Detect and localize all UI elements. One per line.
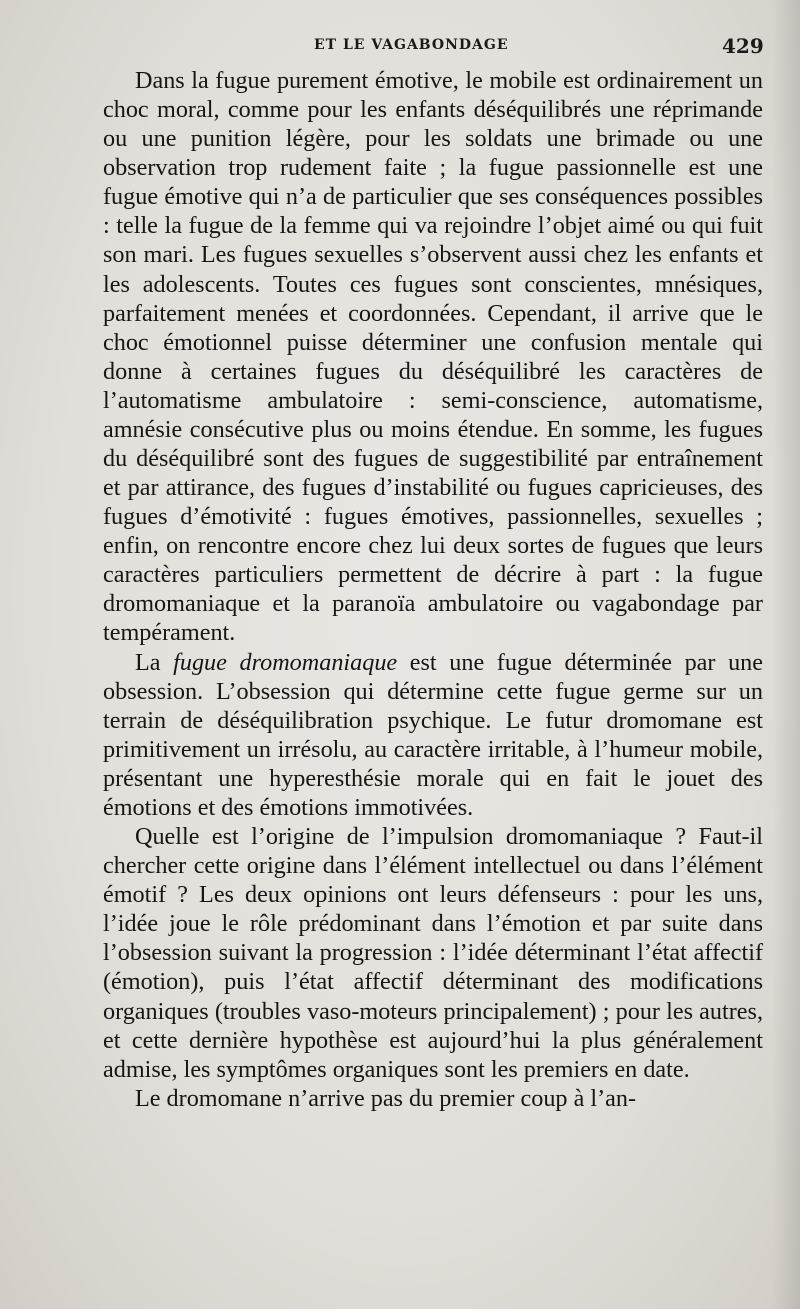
paragraph-text: Le dromomane n’arrive pas du premier coup à l’an-: [135, 1084, 637, 1112]
page-header: [0, 34, 800, 58]
page-number: 429: [722, 34, 764, 58]
paragraph-text: Quelle est l’origine de l’impulsion dromomaniaque ? Faut-il chercher cette origine dans l’élément intellectuel ou dans l’élément émotif ? Les deux opinions ont leurs défenseurs : pour les uns, l’idée joue le rôle prédominant dans l’émotion et par suite dans l’obsession suivant la progression : l’idée déterminant l’état affectif (émotion), puis l’état affectif déterminant des modifications organiques (troubles vaso-moteurs principalement) ; pour les autres, et cette dernière hypothèse est aujourd’hui la plus généralement admise, les symptômes organiques sont les premiers en date.: [103, 823, 763, 1083]
running-head: ET LE VAGABONDAGE: [314, 37, 509, 53]
italic-term: fugue dromomaniaque: [173, 648, 398, 676]
paragraph-fugue-emotive: [103, 66, 763, 648]
paragraph-text: est une fugue déterminée par une obsession. L’obsession qui détermine cette fugue germe sur un terrain de déséquilibration psychique. Le futur dromomane est primitivement un irrésolu, au caractère irritable, à l’humeur mobile, présentant une hyperesthésie morale qui en fait le jouet des émotions et des émotions immotivées.: [103, 648, 763, 821]
page-edge-shadow: [772, 0, 800, 1309]
paragraph-origine-impulsion: [103, 822, 763, 1084]
paragraph-lead: La: [135, 648, 174, 676]
body-text: [103, 66, 763, 1113]
paragraph-dromomane: [103, 1084, 763, 1113]
paragraph-fugue-dromomaniaque: [103, 648, 763, 822]
paragraph-text: Dans la fugue purement émotive, le mobile est ordinairement un choc moral, comme pour les enfants déséquilibrés une réprimande ou une punition légère, pour les soldats une brimade ou une observation trop rudement faite ; la fugue passionnelle est une fugue émotive qui n’a de particulier que ses conséquences possibles : telle la fugue de la femme qui va rejoindre l’objet aimé ou qui fuit son mari. Les fugues sexuelles s’observent aussi chez les enfants et les adolescents. Toutes ces fugues sont conscientes, mnésiques, parfaitement menées et coordonnées. Cependant, il arrive que le choc émotionnel puisse déterminer une confusion mentale qui donne à certaines fugues du déséquilibré les caractères de l’automatisme ambulatoire : semi-conscience, automatisme, amnésie consécutive plus ou moins étendue. En somme, les fugues du déséquilibré sont des fugues de suggestibilité par entraînement et par attirance, des fugues d’instabilité ou fugues capricieuses, des fugues d’émotivité : fugues émotives, passionnelles, sexuelles ; enfin, on rencontre encore chez lui deux sortes de fugues que leurs caractères particuliers permettent de décrire à part : la fugue dromomaniaque et la paranoïa ambulatoire ou vagabondage par tempérament.: [103, 67, 763, 647]
